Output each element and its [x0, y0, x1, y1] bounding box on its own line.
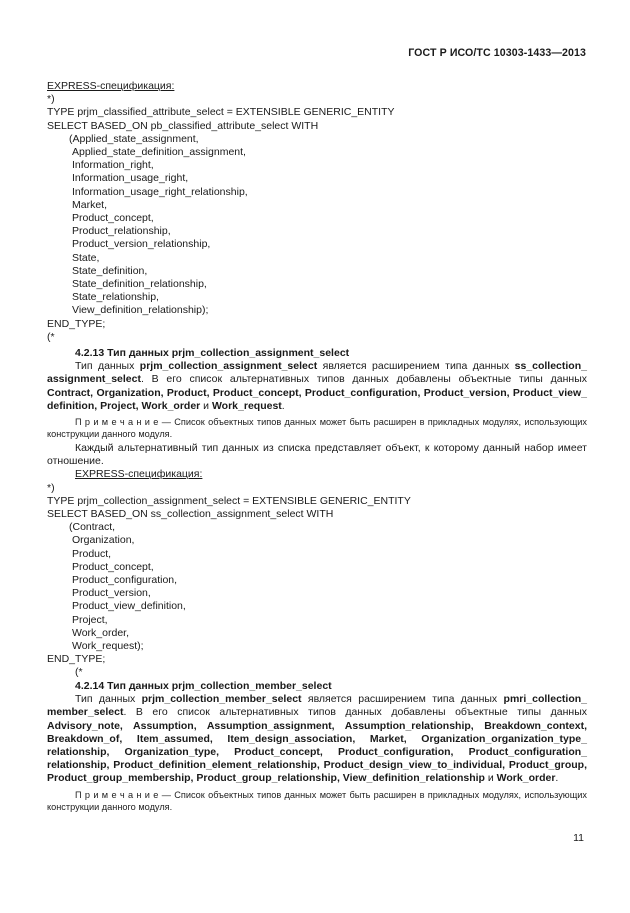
end-type: END_TYPE; [47, 653, 106, 666]
type-list-inline: Advisory_note, Assumption, Assumption_assignment, Assumption_relationship, Breakdown_context, Breakdown_of, Item_assumed, Item_design_association, Market, Organization_organization_type_ relationship, Organization_type, Product_concept, Product_configuration, Product_configuration_ relationship, Product_definition_element_relationship, Product_design_view_to_individual, Product_group, Product_group_membership, Product_group_relationship, View_definition_relationship [47, 719, 587, 785]
list-item: Market, [72, 198, 108, 211]
list-item: Product_concept, [72, 212, 154, 225]
comment-close: *) [47, 93, 55, 106]
list-item: (Contract, [69, 521, 116, 534]
list-item: Product_relationship, [72, 225, 171, 238]
note [47, 416, 587, 440]
list-item: Information_usage_right_relationship, [72, 185, 248, 198]
comment-close: *) [47, 481, 55, 494]
text-run: . [281, 399, 285, 412]
note-label: П р и м е ч а н и е [75, 417, 159, 428]
select-declaration: SELECT BASED_ON pb_classified_attribute_select WITH [47, 119, 319, 132]
type-list [47, 133, 587, 318]
type-name: Work_order [496, 772, 556, 785]
section-paragraph [47, 693, 587, 785]
list-item: Work_order, [72, 626, 129, 639]
type-name: Work_request [211, 399, 282, 412]
express-label: EXPRESS-спецификация: [47, 80, 175, 92]
type-name: prjm_collection_member_select [141, 693, 302, 706]
type-list [47, 521, 587, 653]
list-item: Organization, [72, 534, 135, 547]
text-run: является расширением типа данных [301, 693, 504, 706]
type-declaration: TYPE prjm_collection_assignment_select = EXTENSIBLE GENERIC_ENTITY [47, 494, 411, 507]
text-run: Тип данных [75, 360, 140, 373]
list-item: Work_request); [72, 640, 144, 653]
comment-open: (* [75, 666, 83, 679]
type-list-inline: Contract, Organization, Product, Product_concept, Product_configuration, Product_version, Product_view_ definition, Project, Work_order [47, 386, 587, 412]
text-run: . [555, 772, 559, 785]
section-paragraph: Каждый альтернативный тип данных из списка представляет объект, к которому данный набор имеет отношение. [47, 442, 587, 468]
list-item: Product_configuration, [72, 574, 178, 587]
list-item: Product_view_definition, [72, 600, 186, 613]
list-item: Project, [72, 613, 108, 626]
type-name: ss_collection_ assignment_select [47, 360, 587, 386]
note-text: — Список объектных типов данных может быть расширен в прикладных модулях, использующих конструкции данного модуля. [47, 417, 587, 440]
select-declaration: SELECT BASED_ON ss_collection_assignment_select WITH [47, 508, 334, 521]
section-4-2-13 [47, 347, 587, 680]
type-declaration: TYPE prjm_classified_attribute_select = EXTENSIBLE GENERIC_ENTITY [47, 106, 395, 119]
type-name: pmri_collection_ member_select [47, 693, 587, 719]
list-item: View_definition_relationship); [72, 304, 209, 317]
note-label: П р и м е ч а н и е [75, 789, 159, 800]
text-run: и [200, 399, 212, 412]
text-run: является расширением типа данных [317, 360, 515, 373]
express-label: EXPRESS-спецификация: [75, 468, 203, 481]
list-item: (Applied_state_assignment, [69, 132, 199, 145]
section-heading: 4.2.14 Тип данных prjm_collection_member_select [75, 680, 332, 692]
section-paragraph [47, 360, 587, 413]
express-spec-classified-attribute [47, 80, 587, 344]
text-run: . В его список альтернативных типов данных добавлены объектные типы данных [123, 706, 587, 719]
list-item: Applied_state_definition_assignment, [72, 146, 246, 159]
list-item: State_definition, [72, 264, 148, 277]
type-name: prjm_collection_assignment_select [139, 360, 318, 373]
list-item: Information_usage_right, [72, 172, 189, 185]
page-number: 11 [573, 832, 584, 844]
list-item: State, [72, 251, 100, 264]
list-item: Product_concept, [72, 560, 154, 573]
page-header: ГОСТ Р ИСО/ТС 10303-1433—2013 [408, 47, 586, 59]
section-4-2-14 [47, 680, 587, 813]
text-run: и [484, 772, 497, 785]
note [47, 789, 587, 813]
list-item: Product, [72, 547, 112, 560]
note-text: — Список объектных типов данных может быть расширен в прикладных модулях, использующих конструкции данного модуля. [47, 789, 587, 812]
text-run: . В его список альтернативных типов данных добавлены объектные типы данных [140, 373, 587, 386]
list-item: Product_version_relationship, [72, 238, 211, 251]
list-item: State_relationship, [72, 291, 159, 304]
list-item: Product_version, [72, 587, 151, 600]
list-item: Information_right, [72, 159, 154, 172]
text-run: Тип данных [75, 693, 142, 706]
comment-open: (* [47, 330, 55, 343]
section-heading: 4.2.13 Тип данных prjm_collection_assignment_select [75, 347, 350, 359]
end-type: END_TYPE; [47, 317, 106, 330]
list-item: State_definition_relationship, [72, 278, 207, 291]
